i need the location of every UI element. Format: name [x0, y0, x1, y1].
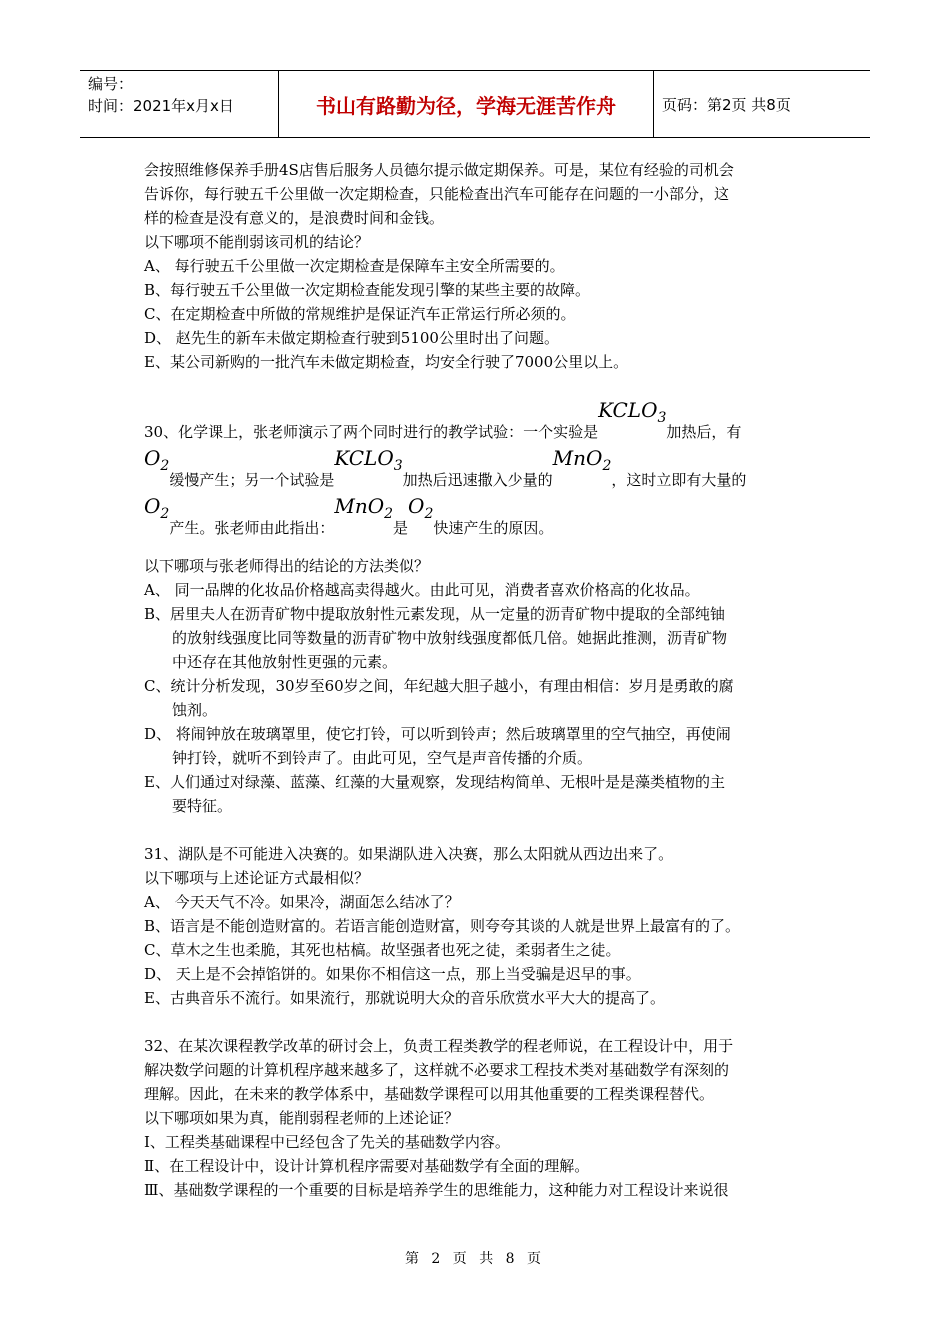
q30-line-3	[144, 494, 814, 542]
o2-formula: $O_2$	[144, 446, 170, 474]
answer-option	[144, 602, 814, 674]
text-line: 会按照维修保养手册4S店售后服务人员德尔提示做定期保养。可是，某位有经验的司机会	[144, 161, 734, 179]
option-line: C、统计分析发现，30岁至60岁之间，年纪越大胆子越小，有理由相信：岁月是勇敢的腐	[144, 677, 734, 695]
text-line: Ⅰ、工程类基础课程中已经包含了先关的基础数学内容。	[144, 1133, 510, 1151]
q30-text: 加热后迅速撒入少量的	[402, 471, 553, 489]
text-line: C、草木之生也柔脆，其死也枯槁。故坚强者也死之徒，柔弱者生之徒。	[144, 941, 621, 959]
question-31	[144, 842, 814, 1010]
kclo3-formula: $KCLO_3$	[598, 398, 667, 426]
q30-text: 30、化学课上，张老师演示了两个同时进行的教学试验：一个实验是	[144, 423, 599, 441]
text-line: A、 今天天气不冷。如果冷，湖面怎么结冰了？	[144, 893, 460, 911]
option-line: E、人们通过对绿藻、蓝藻、红藻的大量观察，发现结构简单、无根叶是是藻类植物的主	[144, 773, 725, 791]
question-30	[144, 398, 814, 818]
o2-formula: $O_2$	[144, 494, 170, 522]
answer-option	[144, 722, 814, 770]
q30-text: 加热后，有	[666, 423, 742, 441]
text-line: 31、湖队是不可能进入决赛的。如果湖队进入决赛，那么太阳就从西边出来了。	[144, 845, 674, 863]
q30-text: 是	[393, 519, 409, 537]
mno2-formula: MnO$_2$	[552, 446, 612, 474]
mno2-formula: MnO$_2$	[334, 494, 394, 522]
text-line: C、在定期检查中所做的常规维护是保证汽车正常运行所必须的。	[144, 305, 576, 323]
option-line: B、居里夫人在沥青矿物中提取放射性元素发现，从一定量的沥青矿物中提取的全部纯铀	[144, 605, 726, 623]
text-line: D、 天上是不会掉馅饼的。如果你不相信这一点，那上当受骗是迟早的事。	[144, 965, 641, 983]
option-line: 的放射线强度比同等数量的沥青矿物中放射线强度都低几倍。她据此推测，沥青矿物	[172, 629, 728, 647]
text-line: E、某公司新购的一批汽车未做定期检查，均安全行驶了7000公里以上。	[144, 353, 629, 371]
text-line: 告诉你，每行驶五千公里做一次定期检查，只能检查出汽车可能存在问题的一小部分，这	[144, 185, 730, 203]
option-line: 要特征。	[172, 797, 233, 815]
text-line: D、 赵先生的新车未做定期检查行驶到5100公里时出了问题。	[144, 329, 559, 347]
text-line: 理解。因此，在未来的教学体系中，基础数学课程可以用其他重要的工程类课程替代。	[144, 1085, 715, 1103]
text-line: B、语言是不能创造财富的。若语言能创造财富，则夸夸其谈的人就是世界上最富有的了。	[144, 917, 741, 935]
number-label: 编号：	[88, 75, 134, 93]
intro-section	[144, 158, 814, 374]
q30-line-2	[144, 446, 814, 494]
option-line: A、 同一品牌的化妆品价格越高卖得越火。由此可见，消费者喜欢价格高的化妆品。	[144, 581, 700, 599]
answer-option	[144, 770, 814, 818]
q30-text: 缓慢产生；另一个试验是	[169, 471, 335, 489]
q30-text: 快速产生的原因。	[433, 519, 554, 537]
document-header	[80, 70, 870, 138]
question-32	[144, 1034, 814, 1202]
option-line: 中还存在其他放射性更强的元素。	[172, 653, 398, 671]
text-line: B、每行驶五千公里做一次定期检查能发现引擎的某些主要的故障。	[144, 281, 591, 299]
q30-options	[144, 578, 814, 818]
q30-text: 产生。张老师由此指出：	[169, 519, 335, 537]
text-line: 解决数学问题的计算机程序越来越多了，这样就不必要求工程技术类对基础数学有深刻的	[144, 1061, 730, 1079]
option-line: 蚀剂。	[172, 701, 218, 719]
text-line: 32、在某次课程教学改革的研讨会上，负责工程类教学的程老师说，在工程设计中，用于	[144, 1037, 734, 1055]
time-label: 时间：2021年x月x日	[88, 97, 234, 115]
q30-text: ，这时立即有大量的	[611, 471, 747, 489]
header-motto: 书山有路勤为径，学海无涯苦作舟	[279, 71, 654, 137]
answer-option	[144, 578, 814, 602]
o2-formula: $O_2$	[408, 494, 434, 522]
option-line: 钟打铃，就听不到铃声了。由此可见，空气是声音传播的介质。	[172, 749, 593, 767]
q30-question: 以下哪项与张老师得出的结论的方法类似？	[144, 557, 430, 575]
option-line: D、 将闹钟放在玻璃罩里，使它打铃，可以听到铃声；然后玻璃罩里的空气抽空，再使闹	[144, 725, 731, 743]
text-line: 以下哪项不能削弱该司机的结论？	[144, 233, 370, 251]
answer-option	[144, 674, 814, 722]
document-body	[144, 158, 814, 1202]
header-page-label: 页码：第2页 共8页	[662, 95, 791, 114]
text-line: 以下哪项如果为真，能削弱程老师的上述论证？	[144, 1109, 460, 1127]
text-line: A、 每行驶五千公里做一次定期检查是保障车主安全所需要的。	[144, 257, 565, 275]
q30-line-1	[144, 398, 814, 446]
text-line: Ⅲ、基础数学课程的一个重要的目标是培养学生的思维能力，这种能力对工程设计来说很	[144, 1181, 729, 1199]
text-line: E、古典音乐不流行。如果流行，那就说明大众的音乐欣赏水平大大的提高了。	[144, 989, 665, 1007]
text-line: Ⅱ、在工程设计中，设计计算机程序需要对基础数学有全面的理解。	[144, 1157, 590, 1175]
kclo3-formula: $KCLO_3$	[334, 446, 403, 474]
text-line: 样的检查是没有意义的，是浪费时间和金钱。	[144, 209, 445, 227]
page-footer: 第 2 页 共 8 页	[404, 1251, 546, 1267]
header-meta	[80, 71, 279, 137]
text-line: 以下哪项与上述论证方式最相似？	[144, 869, 370, 887]
